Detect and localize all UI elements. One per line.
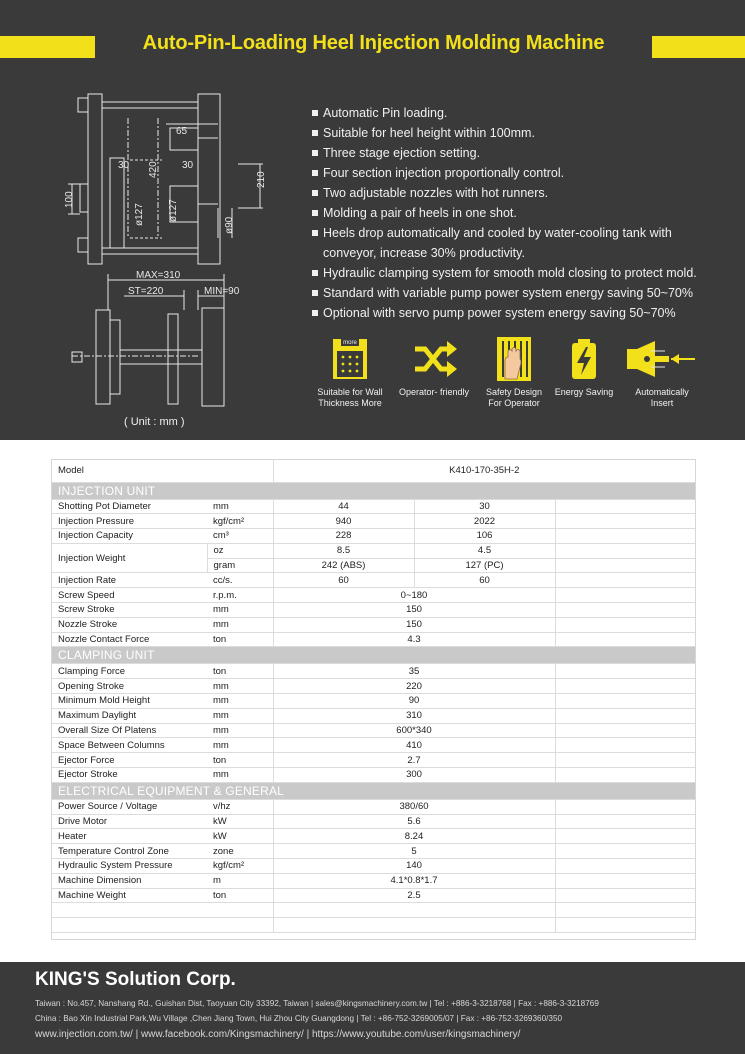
- spec-value: 4.1*0.8*1.7: [273, 873, 555, 888]
- spec-unit: mm: [207, 708, 273, 723]
- web-links: www.injection.com.tw/ | www.facebook.com/Kingsmachinery/ | https://www.youtube.com/user/kingsmachinery/: [35, 1029, 521, 1040]
- spec-unit: m: [207, 873, 273, 888]
- spec-empty: [555, 617, 695, 632]
- spec-value: 228: [273, 529, 414, 544]
- spec-empty: [555, 694, 695, 709]
- dim-65: 65: [176, 126, 188, 137]
- table-row: [52, 617, 695, 632]
- spec-label: Drive Motor: [52, 814, 207, 829]
- dim-min: MIN=90: [204, 286, 240, 297]
- spec-value: 90: [273, 694, 555, 709]
- table-row: [52, 814, 695, 829]
- spec-empty: [555, 723, 695, 738]
- spec-label: Hydraulic System Pressure: [52, 859, 207, 874]
- spec-value: 44: [273, 499, 414, 514]
- table-row: [52, 499, 695, 514]
- spec-unit: mm: [207, 738, 273, 753]
- spec-unit: oz: [207, 543, 273, 558]
- spec-label: Nozzle Contact Force: [52, 632, 207, 647]
- icon-label: Safety Design For Operator: [485, 387, 543, 408]
- icon-label: Suitable for Wall Thickness More: [317, 387, 383, 408]
- spec-value: 0~180: [273, 588, 555, 603]
- model-value: K410-170-35H-2: [273, 460, 695, 482]
- spec-unit: kW: [207, 829, 273, 844]
- spec-value: 60: [273, 573, 414, 588]
- shuffle-icon: [409, 337, 459, 381]
- dim-127b: ø127: [168, 199, 179, 222]
- spec-label: Nozzle Stroke: [52, 617, 207, 632]
- table-row: [52, 873, 695, 888]
- spec-empty: [555, 859, 695, 874]
- spec-value: 140: [273, 859, 555, 874]
- page-title: Auto-Pin-Loading Heel Injection Molding Machine: [142, 32, 605, 54]
- spec-value: 300: [273, 768, 555, 783]
- feature-icons: [312, 337, 732, 417]
- spec-empty: [555, 529, 695, 544]
- spec-value: 150: [273, 617, 555, 632]
- spec-unit: mm: [207, 679, 273, 694]
- spec-empty: [555, 799, 695, 814]
- spec-label: Ejector Stroke: [52, 768, 207, 783]
- auto-insert-icon: [625, 337, 699, 381]
- spec-value: 30: [414, 499, 555, 514]
- spec-unit: mm: [207, 603, 273, 618]
- more-badge: more: [343, 340, 357, 346]
- spec-unit: r.p.m.: [207, 588, 273, 603]
- dim-30a: 30: [118, 160, 130, 171]
- spec-value: 310: [273, 708, 555, 723]
- feature-item: Four section injection proportionally control.: [312, 163, 732, 183]
- dim-st: ST=220: [128, 286, 164, 297]
- spec-unit: cm³: [207, 529, 273, 544]
- spec-empty: [555, 873, 695, 888]
- machine-drawing: [58, 88, 298, 418]
- spec-empty: [555, 918, 695, 933]
- table-row: [52, 694, 695, 709]
- feature-item: Automatic Pin loading.: [312, 103, 732, 123]
- feature-item-continued: conveyor, increase 30% productivity.: [323, 246, 525, 260]
- spec-empty: [207, 918, 273, 933]
- spec-label: Screw Speed: [52, 588, 207, 603]
- table-row: [52, 529, 695, 544]
- spec-empty: [555, 558, 695, 573]
- table-row: [52, 679, 695, 694]
- spec-value: 220: [273, 679, 555, 694]
- table-row-empty: [52, 918, 695, 933]
- dim-max: MAX=310: [136, 270, 181, 281]
- spec-label: Minimum Mold Height: [52, 694, 207, 709]
- spec-label: Space Between Columns: [52, 738, 207, 753]
- spec-unit: mm: [207, 617, 273, 632]
- spec-empty: [555, 603, 695, 618]
- dim-127a: ø127: [134, 203, 145, 226]
- spec-value: 2.5: [273, 888, 555, 903]
- spec-label: Opening Stroke: [52, 679, 207, 694]
- address-taiwan: Taiwan : No.457, Nanshang Rd., Guishan Dist, Taoyuan City 33392, Taiwan | sales@kingsmachinery.com.tw | Tel : +886-3-3218768 | Fax : +886-3-3218769: [35, 999, 599, 1008]
- spec-empty: [555, 903, 695, 918]
- feature-icon-insert: [622, 337, 702, 409]
- spec-empty: [555, 632, 695, 647]
- spec-unit: mm: [207, 694, 273, 709]
- table-row: [52, 753, 695, 768]
- unit-note: ( Unit : mm ): [124, 416, 185, 428]
- icon-label: Automatically Insert: [635, 387, 689, 408]
- spec-empty: [555, 829, 695, 844]
- spec-unit: ton: [207, 888, 273, 903]
- feature-icon-safety: [474, 337, 554, 409]
- spec-label: Injection Pressure: [52, 514, 207, 529]
- spec-value: 150: [273, 603, 555, 618]
- spec-unit: mm: [207, 499, 273, 514]
- spec-value: 8.5: [273, 543, 414, 558]
- spec-empty: [555, 708, 695, 723]
- spec-label: Injection Rate: [52, 573, 207, 588]
- table-row: [52, 768, 695, 783]
- spec-table: [52, 460, 695, 933]
- section-header: [52, 782, 695, 799]
- spec-table-container: [51, 459, 696, 940]
- spec-empty: [52, 903, 207, 918]
- feature-item: Heels drop automatically and cooled by water-cooling tank with: [312, 223, 732, 243]
- table-row: [52, 799, 695, 814]
- spec-value: 2.7: [273, 753, 555, 768]
- feature-icon-operator: [394, 337, 474, 398]
- spec-value: 380/60: [273, 799, 555, 814]
- spec-unit: cc/s.: [207, 573, 273, 588]
- feature-item: Suitable for heel height within 100mm.: [312, 123, 732, 143]
- spec-value: 8.24: [273, 829, 555, 844]
- spec-empty: [555, 588, 695, 603]
- table-row-empty: [52, 903, 695, 918]
- spec-label: Power Source / Voltage: [52, 799, 207, 814]
- spec-empty: [555, 499, 695, 514]
- spec-value: 940: [273, 514, 414, 529]
- table-row: [52, 514, 695, 529]
- dim-90: ø90: [224, 216, 235, 234]
- spec-unit: mm: [207, 723, 273, 738]
- spec-empty: [555, 814, 695, 829]
- spec-unit: ton: [207, 664, 273, 679]
- feature-item: Standard with variable pump power system energy saving 50~70%: [312, 283, 732, 303]
- spec-label: Temperature Control Zone: [52, 844, 207, 859]
- table-row: [52, 632, 695, 647]
- model-label: Model: [52, 460, 273, 482]
- title-bar-left: [0, 36, 95, 58]
- spec-value: 5: [273, 844, 555, 859]
- spec-empty: [555, 888, 695, 903]
- dim-420: 420: [148, 161, 159, 178]
- spec-empty: [207, 903, 273, 918]
- spec-unit: mm: [207, 768, 273, 783]
- table-row: [52, 603, 695, 618]
- header-panel: [0, 0, 745, 440]
- table-row: [52, 738, 695, 753]
- spec-value: 106: [414, 529, 555, 544]
- spec-label: Overall Size Of Platens: [52, 723, 207, 738]
- spec-unit: ton: [207, 632, 273, 647]
- feature-item: Optional with servo pump power system energy saving 50~70%: [312, 303, 732, 323]
- section-header: [52, 647, 695, 664]
- spec-unit: ton: [207, 753, 273, 768]
- spec-empty: [52, 918, 207, 933]
- spec-unit: gram: [207, 558, 273, 573]
- spec-empty: [273, 903, 555, 918]
- spec-empty: [555, 514, 695, 529]
- spec-empty: [555, 543, 695, 558]
- spec-empty: [555, 679, 695, 694]
- address-china: China : Bao Xin Industrial Park,Wu Village ,Chen Jiang Town, Hui Zhou City Guangdong | Tel : +86-752-3269005/07 | Fax : +86-752-3269360/350: [35, 1014, 563, 1023]
- spec-label: Injection Capacity: [52, 529, 207, 544]
- table-row: [52, 708, 695, 723]
- spec-value: 4.3: [273, 632, 555, 647]
- table-row: [52, 588, 695, 603]
- spec-empty: [555, 573, 695, 588]
- spec-empty: [555, 664, 695, 679]
- spec-value: 127 (PC): [414, 558, 555, 573]
- table-row: [52, 543, 695, 558]
- company-name: KING'S Solution Corp.: [35, 969, 236, 990]
- spec-empty: [555, 753, 695, 768]
- spec-empty: [555, 844, 695, 859]
- title-bar: [0, 32, 745, 58]
- spec-unit: zone: [207, 844, 273, 859]
- spec-label: Injection Weight: [52, 543, 207, 573]
- section-header: [52, 482, 695, 499]
- spec-label: Shotting Pot Diameter: [52, 499, 207, 514]
- spec-label: Heater: [52, 829, 207, 844]
- feature-item: Three stage ejection setting.: [312, 143, 732, 163]
- safety-hand-icon: [489, 337, 539, 381]
- feature-item: Molding a pair of heels in one shot.: [312, 203, 732, 223]
- dim-30b: 30: [182, 160, 194, 171]
- table-row: [52, 844, 695, 859]
- spec-value: 60: [414, 573, 555, 588]
- dim-100: 100: [64, 191, 75, 208]
- dim-210: 210: [256, 171, 267, 188]
- feature-item: Hydraulic clamping system for smooth mold closing to protect mold.: [312, 263, 732, 283]
- spec-label: Maximum Daylight: [52, 708, 207, 723]
- table-row: [52, 888, 695, 903]
- spec-unit: v/hz: [207, 799, 273, 814]
- spec-value: 35: [273, 664, 555, 679]
- icon-label: Energy Saving: [554, 387, 614, 397]
- table-row: [52, 664, 695, 679]
- spec-empty: [555, 738, 695, 753]
- section-title: ELECTRICAL EQUIPMENT & GENERAL: [52, 782, 695, 799]
- spec-value: 5.6: [273, 814, 555, 829]
- spec-label: Ejector Force: [52, 753, 207, 768]
- feature-icon-energy: [544, 337, 624, 398]
- model-row: [52, 460, 695, 482]
- spec-label: Screw Stroke: [52, 603, 207, 618]
- spec-value: 2022: [414, 514, 555, 529]
- wall-thickness-icon: [325, 337, 375, 381]
- spec-label: Clamping Force: [52, 664, 207, 679]
- battery-icon: [559, 337, 609, 381]
- icon-label: Operator- friendly: [398, 387, 470, 397]
- spec-unit: kgf/cm²: [207, 514, 273, 529]
- title-bar-right: [652, 36, 745, 58]
- table-row: [52, 573, 695, 588]
- table-row: [52, 859, 695, 874]
- spec-value: 600*340: [273, 723, 555, 738]
- section-title: INJECTION UNIT: [52, 482, 695, 499]
- spec-empty: [555, 768, 695, 783]
- spec-value: 410: [273, 738, 555, 753]
- spec-empty: [273, 918, 555, 933]
- spec-label: Machine Weight: [52, 888, 207, 903]
- spec-unit: kW: [207, 814, 273, 829]
- table-row: [52, 829, 695, 844]
- spec-label: Machine Dimension: [52, 873, 207, 888]
- spec-value: 4.5: [414, 543, 555, 558]
- spec-value: 242 (ABS): [273, 558, 414, 573]
- table-row: [52, 723, 695, 738]
- section-title: CLAMPING UNIT: [52, 647, 695, 664]
- footer: [0, 962, 745, 1054]
- feature-list: [312, 103, 732, 323]
- spec-unit: kgf/cm²: [207, 859, 273, 874]
- feature-item: Two adjustable nozzles with hot runners.: [312, 183, 732, 203]
- feature-icon-wall: [310, 337, 390, 409]
